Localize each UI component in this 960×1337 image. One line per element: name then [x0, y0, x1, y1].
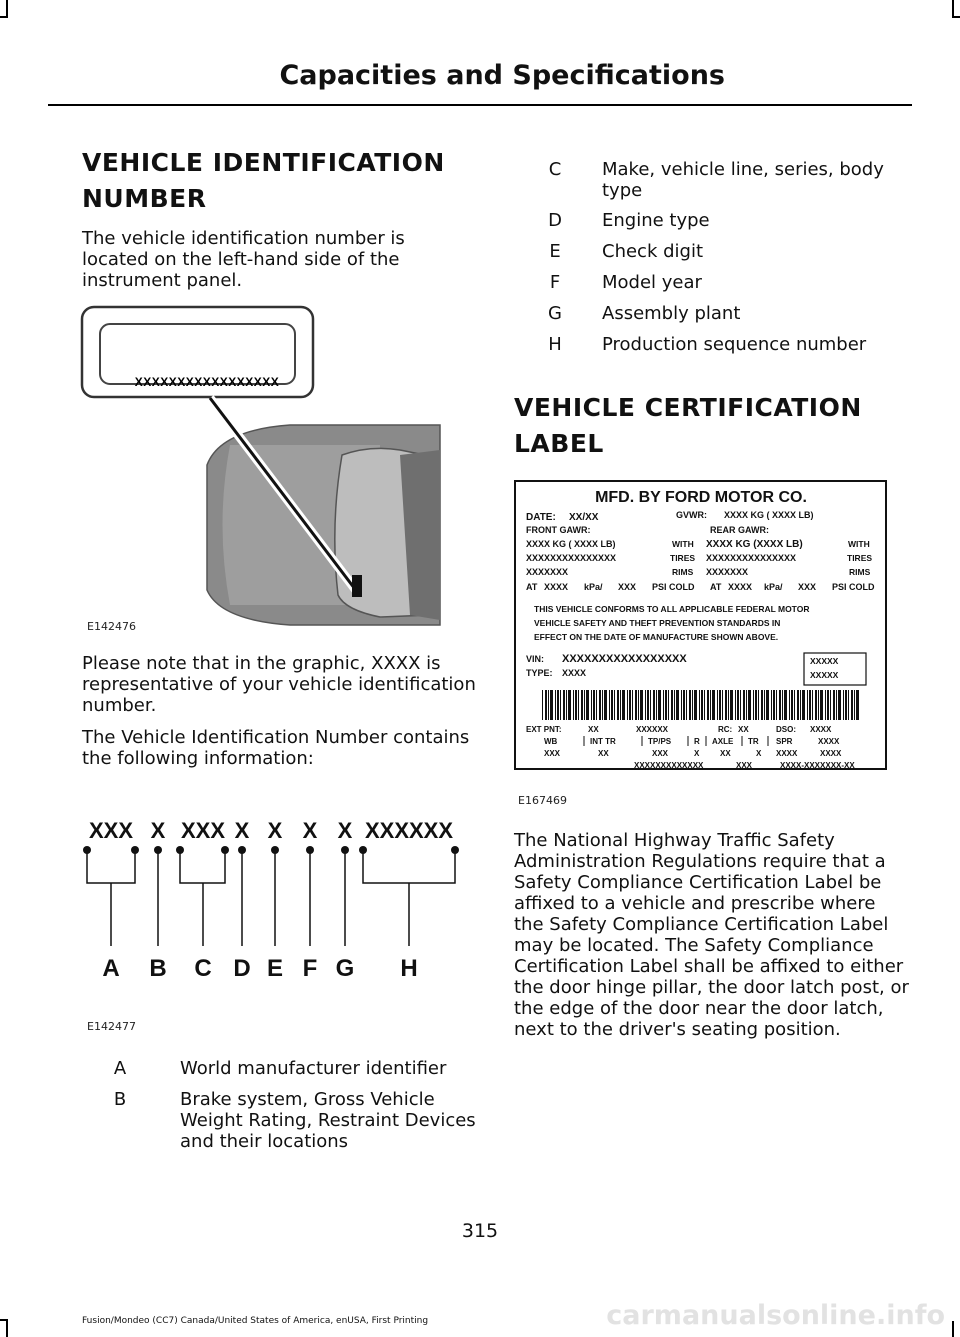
spr-label: SPR: [776, 737, 793, 746]
crop-mark: [0, 1319, 8, 1321]
cert-title-line2: LABEL: [514, 429, 604, 458]
figure-id: E142476: [87, 620, 136, 633]
watermark: carmanualsonline.info: [606, 1300, 945, 1331]
connector-dot: [451, 846, 459, 854]
legend-key: B: [113, 1089, 127, 1110]
front-gawr-label: FRONT GAWR:: [526, 525, 591, 535]
vin-group: X: [267, 818, 283, 843]
spr-value: XXXX: [776, 749, 798, 758]
tp-ps-value: XXX: [652, 749, 669, 758]
vin-breakdown-figure: [75, 818, 470, 983]
cert-title-line1: VEHICLE CERTIFICATION: [514, 393, 862, 422]
crop-mark: [952, 16, 960, 18]
barcode-bar: [568, 690, 571, 720]
last-value: XXXX: [820, 749, 842, 758]
vin-group: XXX: [180, 818, 226, 843]
conforms-line: THIS VEHICLE CONFORMS TO ALL APPLICABLE FEDERAL MOTOR: [534, 604, 810, 614]
connector-dot: [221, 846, 229, 854]
barcode-bar: [575, 690, 577, 720]
barcode-bar: [683, 690, 685, 720]
legend-key: C: [548, 159, 562, 180]
legend-key: F: [549, 272, 561, 293]
with-text: WITH: [848, 539, 870, 549]
cert-section-title: [514, 392, 862, 460]
axle-label: AXLE: [712, 737, 734, 746]
box-line: XXXXX: [810, 656, 839, 666]
rims-text: RIMS: [672, 567, 694, 577]
legend-item: [535, 272, 915, 294]
legend-text: Brake system, Gross Vehicle Weight Rating, Restraint Devices and their locations: [180, 1089, 476, 1152]
vin-title-line2: NUMBER: [82, 184, 207, 213]
barcode-bar: [771, 690, 772, 720]
barcode-bar: [638, 690, 639, 720]
barcode-bar: [635, 690, 637, 720]
psi-cold-text: PSI COLD: [652, 582, 695, 592]
vin-letter: C: [194, 955, 212, 982]
barcode-bar: [794, 690, 795, 720]
vin-letter: D: [233, 955, 251, 982]
vin-dots: [83, 846, 459, 854]
legend-item: [535, 334, 915, 356]
legend-text: Check digit: [602, 241, 704, 262]
barcode-bar: [843, 690, 844, 720]
barcode-bar: [602, 690, 603, 720]
barcode-bar: [779, 690, 781, 720]
barcode-bar: [694, 690, 697, 720]
vin-plate-text: XXXXXXXXXXXXXXXXX: [134, 375, 280, 389]
figure-id: E167469: [518, 794, 567, 807]
barcode-bar: [776, 690, 777, 720]
barcode-bar: [609, 690, 610, 720]
barcode-bar: [737, 690, 739, 720]
barcode-bar: [712, 690, 715, 720]
barcode-bar: [764, 690, 765, 720]
barcode-bar: [800, 690, 801, 720]
barcode-bar: [578, 690, 579, 720]
long-code: XXXXXXXXXXXXX: [634, 761, 704, 770]
vin-letter: E: [266, 955, 284, 982]
barcode-bar: [620, 690, 621, 720]
barcode-bar: [845, 690, 847, 720]
ext-pnt-label: EXT PNT:: [526, 725, 562, 734]
vin-connectors: [87, 850, 455, 946]
spr-value: XXXX: [818, 737, 840, 746]
header-rule: [48, 104, 912, 106]
vin-group: XXXXXX: [364, 818, 454, 843]
rear-gawr-label: REAR GAWR:: [710, 525, 769, 535]
barcode-bar: [650, 690, 651, 720]
psi-value: XXX: [618, 582, 637, 592]
vin-letters: [102, 955, 417, 982]
barcode-bar: [692, 690, 693, 720]
barcode-bar: [566, 690, 567, 720]
connector-dot: [271, 846, 279, 854]
conforms-line: EFFECT ON THE DATE OF MANUFACTURE SHOWN ABOVE.: [534, 632, 779, 642]
barcode-bar: [820, 690, 823, 720]
connector-dot: [154, 846, 162, 854]
legend-item: [100, 1058, 480, 1080]
barcode-bar: [591, 690, 592, 720]
psi-cold-text: PSI COLD: [832, 582, 875, 592]
vin-note: Please note that in the graphic, XXXX is representative of your vehicle identification number.: [82, 653, 476, 716]
barcode-bar: [658, 690, 661, 720]
barcode-bar: [593, 690, 595, 720]
crop-mark: [952, 1321, 954, 1337]
legend-item: [535, 159, 915, 203]
barcode-bar: [622, 690, 625, 720]
barcode-bar: [584, 690, 585, 720]
connector-dot: [83, 846, 91, 854]
barcode-bar: [746, 690, 747, 720]
figure-id: E142477: [87, 1020, 136, 1033]
barcode-bar: [689, 690, 691, 720]
barcode-bar: [671, 690, 673, 720]
page-number: 315: [461, 1220, 499, 1242]
barcode-bar: [596, 690, 597, 720]
page-header-title: Capacities and Specifications: [279, 60, 725, 91]
legend-key: H: [548, 334, 562, 355]
crop-mark: [6, 1321, 8, 1337]
rims-text: RIMS: [849, 567, 871, 577]
rim-code: XXXXXXX: [706, 567, 749, 577]
vin-letter: H: [400, 955, 418, 982]
barcode-bar: [833, 690, 835, 720]
dso-label: DSO:: [776, 725, 796, 734]
vin-groups: [89, 818, 453, 843]
cert-body: The National Highway Traffic Safety Administration Regulations require that a Safety Compliance Certification Label be affixed to a vehicle and prescribe where the Safety Compliance Certification Label may be located. The Safety Compliance Certification Label shall be affixed to either the door hinge pillar, the door latch post, or the edge of the door near the door latch, next to the driver's seating position.: [514, 830, 909, 1040]
tp-ps-label: TP/PS: [648, 737, 672, 746]
legend-key: A: [113, 1058, 127, 1079]
barcode-bar: [802, 690, 805, 720]
barcode-bar: [797, 690, 799, 720]
vin-letter: G: [335, 955, 355, 982]
crop-mark: [6, 0, 8, 16]
pressure-value: XXXX: [544, 582, 569, 592]
barcode-bar: [818, 690, 819, 720]
barcode-bar: [784, 690, 787, 720]
barcode-bar: [725, 690, 727, 720]
tires-text: TIRES: [670, 553, 696, 563]
with-text: WITH: [672, 539, 694, 549]
date-label: DATE:: [526, 512, 556, 523]
long-code: XXX: [736, 761, 753, 770]
barcode-bar: [707, 690, 709, 720]
barcode-bar: [710, 690, 711, 720]
barcode-bar: [599, 690, 601, 720]
barcode-bar: [617, 690, 619, 720]
barcode-bar: [789, 690, 790, 720]
barcode-bar: [830, 690, 831, 720]
barcode-bar: [699, 690, 700, 720]
legend-text: Engine type: [602, 210, 710, 231]
vin-title-line1: VEHICLE IDENTIFICATION: [82, 148, 445, 177]
ext-pnt-value: XX: [588, 725, 599, 734]
barcode-bar: [782, 690, 783, 720]
vin-location-figure: [80, 305, 445, 640]
psi-value: XXX: [798, 582, 817, 592]
vin-group: X: [150, 818, 166, 843]
barcode-bar: [766, 690, 769, 720]
barcode-bar: [838, 690, 841, 720]
type-label: TYPE:: [526, 668, 553, 678]
vin-value: XXXXXXXXXXXXXXXXX: [562, 653, 687, 665]
vin-location-marker: [352, 575, 362, 597]
barcode-bar: [586, 690, 589, 720]
int-tr-label: INT TR: [590, 737, 616, 746]
barcode-bar: [827, 690, 829, 720]
barcode-bar: [542, 690, 543, 720]
barcode-bar: [755, 690, 757, 720]
box-line: XXXXX: [810, 670, 839, 680]
barcode-bar: [632, 690, 633, 720]
barcode-bar: [848, 690, 849, 720]
legend-key: D: [548, 210, 562, 231]
barcode-bar: [645, 690, 646, 720]
rc-label: RC:: [718, 725, 733, 734]
type-value: XXXX: [562, 668, 587, 678]
barcode-bar: [704, 690, 705, 720]
connector-c: [180, 850, 225, 883]
kpa-text: kPa/: [764, 582, 783, 592]
barcode-bar: [809, 690, 811, 720]
wb-label: WB: [544, 737, 558, 746]
pressure-value: XXXX: [728, 582, 753, 592]
wb-value: XXX: [544, 749, 561, 758]
legend-item: [535, 241, 915, 263]
barcode-bar: [740, 690, 741, 720]
barcode-bar: [604, 690, 607, 720]
legend-text: Make, vehicle line, series, body type: [602, 159, 884, 201]
date-value: XX/XX: [569, 512, 599, 523]
vin-contains: The Vehicle Identification Number contains the following information:: [82, 727, 470, 769]
connector-dot: [359, 846, 367, 854]
dso-value: XXXX: [810, 725, 832, 734]
barcode-bar: [730, 690, 733, 720]
barcode-bar: [640, 690, 643, 720]
vin-label: VIN:: [526, 654, 544, 664]
barcode-bar: [722, 690, 723, 720]
barcode-bar: [728, 690, 729, 720]
barcode-bar: [614, 690, 615, 720]
connector-dot: [131, 846, 139, 854]
connector-dot: [306, 846, 314, 854]
at-text: AT: [526, 582, 538, 592]
connector-dot: [238, 846, 246, 854]
connector-dot: [176, 846, 184, 854]
barcode-bar: [627, 690, 628, 720]
label-heading: MFD. BY FORD MOTOR CO.: [595, 489, 807, 506]
barcode-bar: [851, 690, 853, 720]
vin-letter: A: [102, 955, 120, 982]
barcode-bar: [681, 690, 682, 720]
barcode-bar: [856, 690, 859, 720]
barcode-bar: [743, 690, 745, 720]
at-text: AT: [710, 582, 722, 592]
barcode-bar: [735, 690, 736, 720]
barcode-bar: [761, 690, 763, 720]
barcode-bar: [545, 690, 547, 720]
axle-value: XX: [720, 749, 731, 758]
crop-mark: [0, 16, 8, 18]
connector-a: [87, 850, 135, 883]
vin-letter: B: [149, 955, 167, 982]
tire-code: XXXXXXXXXXXXXXX: [706, 553, 797, 563]
certification-label-figure: [514, 480, 888, 772]
tires-text: TIRES: [847, 553, 873, 563]
barcode-bar: [555, 690, 556, 720]
legend-text: Model year: [602, 272, 702, 293]
barcode-bar: [748, 690, 751, 720]
barcode-bar: [815, 690, 817, 720]
barcode-bar: [548, 690, 549, 720]
kpa-text: kPa/: [584, 582, 603, 592]
barcode-bar: [719, 690, 721, 720]
crop-mark: [952, 0, 954, 16]
long-code: XXXX-XXXXXXX-XX: [780, 761, 855, 770]
edition-text: Fusion/Mondeo (CC7) Canada/United States of America, enUSA, First Printing: [82, 1316, 429, 1326]
connector-dot: [341, 846, 349, 854]
vin-group: X: [337, 818, 353, 843]
barcode-bar: [674, 690, 675, 720]
tr-label: TR: [748, 737, 759, 746]
barcode-bar: [825, 690, 826, 720]
barcode-bar: [611, 690, 613, 720]
barcode-bar: [647, 690, 649, 720]
rim-code: XXXXXXX: [526, 567, 569, 577]
barcode-bar: [773, 690, 775, 720]
barcode-bar: [573, 690, 574, 720]
vin-intro: The vehicle identification number is located on the left-hand side of the instrument panel.: [82, 228, 405, 291]
barcode-bar: [676, 690, 679, 720]
barcode-bar: [656, 690, 657, 720]
legend-text: Assembly plant: [602, 303, 741, 324]
ext-pnt-value: XXXXXX: [636, 725, 669, 734]
barcode-bar: [854, 690, 855, 720]
vin-letter: F: [302, 955, 318, 982]
legend-text: World manufacturer identifier: [180, 1058, 447, 1079]
r-value: X: [694, 749, 700, 758]
vin-section-title: [82, 147, 445, 215]
gvwr-label: GVWR:: [676, 510, 707, 520]
barcode-bar: [653, 690, 655, 720]
barcode-bar: [791, 690, 793, 720]
rc-value: XX: [738, 725, 749, 734]
barcode-bar: [629, 690, 631, 720]
barcode-bar: [663, 690, 664, 720]
barcode-bar: [563, 690, 565, 720]
legend-item: [535, 303, 915, 325]
front-gawr-value: XXXX KG ( XXXX LB): [526, 539, 616, 549]
legend-key: G: [548, 303, 562, 324]
barcode-bar: [701, 690, 703, 720]
barcode-bar: [753, 690, 754, 720]
r-label: R: [694, 737, 700, 746]
barcode-bar: [807, 690, 808, 720]
barcode-bar: [668, 690, 669, 720]
vin-group: X: [302, 818, 318, 843]
vin-group: X: [234, 818, 250, 843]
legend-item: [535, 210, 915, 232]
rear-gawr-value: XXXX KG (XXXX LB): [706, 539, 803, 550]
barcode-bar: [560, 690, 561, 720]
barcode-bar: [717, 690, 718, 720]
vin-group: XXX: [88, 818, 134, 843]
barcode-bar: [581, 690, 583, 720]
legend-text: Production sequence number: [602, 334, 867, 355]
barcode-bar: [550, 690, 553, 720]
barcode-bar: [812, 690, 813, 720]
barcode-bar: [758, 690, 759, 720]
barcode-bar: [665, 690, 667, 720]
barcode-bar: [836, 690, 837, 720]
tire-code: XXXXXXXXXXXXXXX: [526, 553, 617, 563]
tr-value: X: [756, 749, 762, 758]
gvwr-value: XXXX KG ( XXXX LB): [724, 510, 814, 520]
legend-item: [100, 1089, 480, 1155]
conforms-line: VEHICLE SAFETY AND THEFT PREVENTION STANDARDS IN: [534, 618, 781, 628]
barcode-bar: [686, 690, 687, 720]
connector-h: [363, 850, 455, 883]
legend-key: E: [549, 241, 561, 262]
int-tr-value: XX: [598, 749, 609, 758]
barcode-bar: [557, 690, 559, 720]
